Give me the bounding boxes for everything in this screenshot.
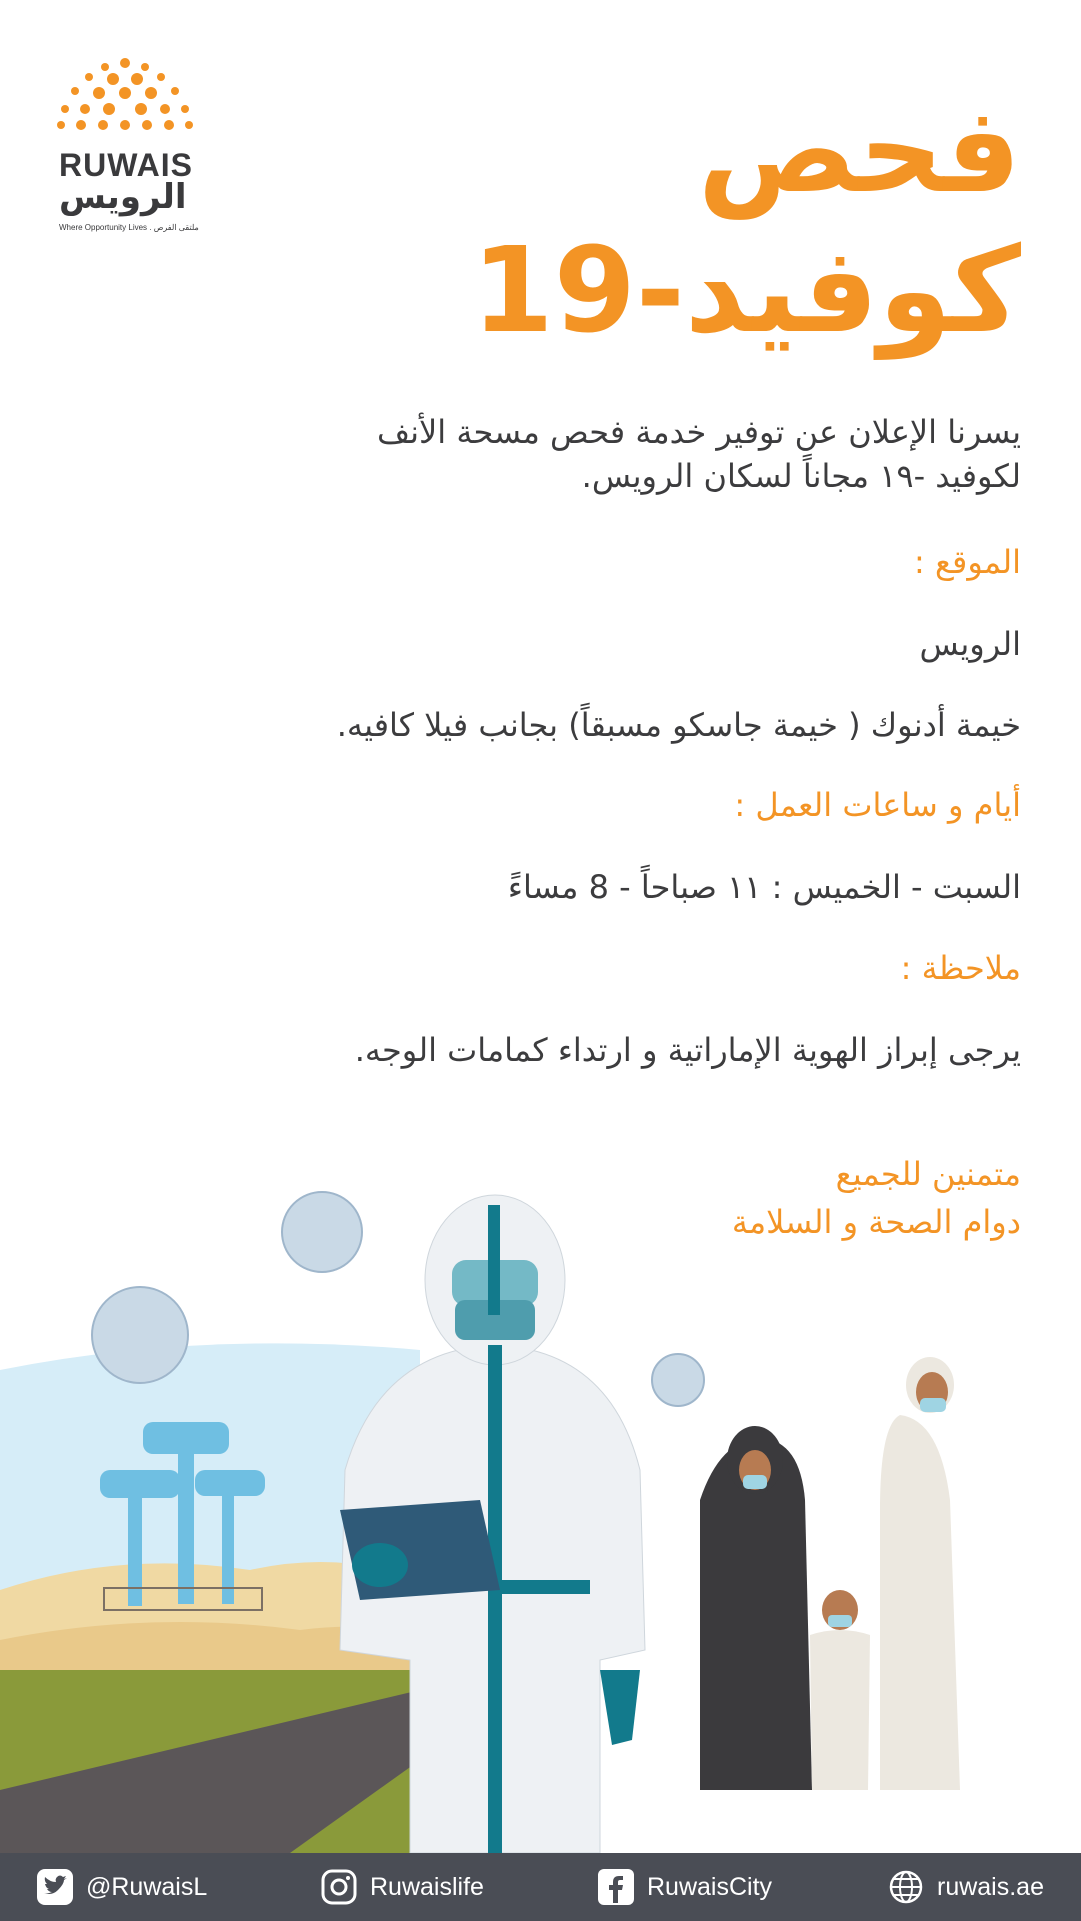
social-twitter[interactable] [36,1853,207,1921]
social-facebook[interactable] [597,1853,772,1921]
note-heading: ملاحظة : [900,949,1021,987]
location-place: خيمة أدنوك ( خيمة جاسكو مسبقاً) بجانب فيلا كافيه. [336,706,1021,744]
note-value: يرجى إبراز الهوية الإماراتية و ارتداء كمامات الوجه. [354,1031,1021,1069]
facebook-icon [597,1868,635,1906]
closing-line-2: دوام الصحة و السلامة [731,1203,1021,1241]
title-line-1: فحص [697,81,1021,219]
logo-name-en: RUWAIS [59,147,193,183]
intro-text [81,410,1021,498]
hours-heading: أيام و ساعات العمل : [734,786,1021,824]
hours-value: السبت - الخميس : ١١ صباحاً - 8 مساءً [507,868,1021,906]
facebook-handle: RuwaisCity [647,1872,773,1901]
instagram-handle: Ruwaislife [370,1872,484,1901]
family-figures [700,1357,960,1790]
dots-icon [55,55,195,135]
twitter-handle: @RuwaisL [86,1872,208,1901]
instagram-icon [320,1868,358,1906]
page-title [321,80,1021,360]
social-website[interactable] [887,1853,1044,1921]
logo-name-ar: الرويس [59,177,187,217]
closing-line-1: متمنين للجميع [835,1155,1021,1193]
footer-bar [0,1853,1081,1921]
website-link: ruwais.ae [937,1872,1044,1901]
twitter-icon [36,1868,74,1906]
logo-tagline: Where Opportunity Lives . ملتقى الفرص [59,223,199,232]
intro-line-2: لكوفيد -١٩ مجاناً لسكان الرويس. [581,457,1021,495]
ruwais-logo [55,55,205,232]
illustration [0,1170,1081,1853]
globe-icon [887,1868,925,1906]
title-line-2: كوفيد-19 [471,221,1021,359]
location-heading: الموقع : [914,543,1021,581]
intro-line-1: يسرنا الإعلان عن توفير خدمة فحص مسحة الأنف [377,413,1021,451]
social-instagram[interactable] [320,1853,484,1921]
location-city: الرويس [919,625,1021,663]
